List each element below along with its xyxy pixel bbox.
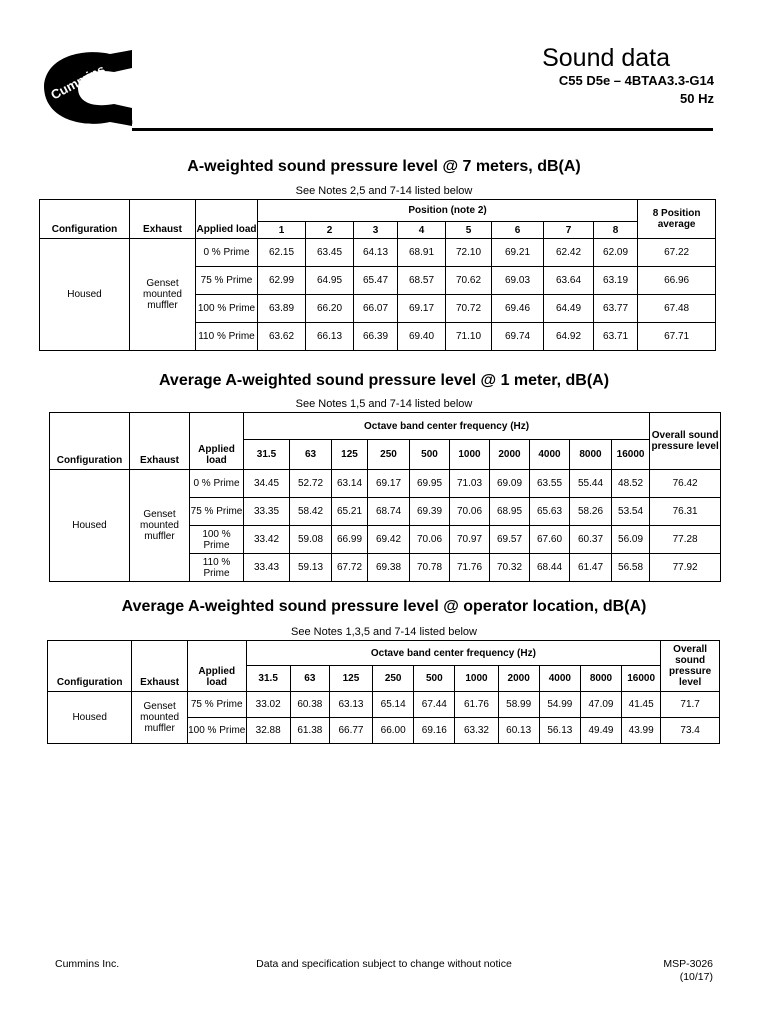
value-cell: 64.95 (306, 267, 354, 295)
value-cell: 68.95 (490, 498, 530, 526)
summary-cell: 67.22 (638, 239, 716, 267)
col-header-value: 125 (332, 440, 368, 470)
col-header-value: 6 (492, 222, 544, 239)
summary-cell: 66.96 (638, 267, 716, 295)
page-title: Sound data (542, 44, 670, 72)
value-cell: 69.38 (368, 554, 410, 582)
col-header-group: Octave band center frequency (Hz) (246, 641, 661, 666)
value-cell: 69.42 (368, 526, 410, 554)
col-header-configuration: Configuration (48, 641, 132, 692)
sound-table-7m (39, 199, 716, 351)
value-cell: 60.37 (570, 526, 612, 554)
col-header-value: 31.5 (246, 666, 290, 692)
col-header-exhaust: Exhaust (132, 641, 188, 692)
col-header-applied-load: Applied load (187, 641, 246, 692)
value-cell: 69.21 (492, 239, 544, 267)
col-header-value: 5 (446, 222, 492, 239)
col-header-value: 2 (306, 222, 354, 239)
value-cell: 65.47 (354, 267, 398, 295)
value-cell: 64.92 (544, 323, 594, 351)
col-header-value: 16000 (612, 440, 650, 470)
col-header-group: Position (note 2) (258, 200, 638, 222)
value-cell: 66.07 (354, 295, 398, 323)
col-header-value: 2000 (490, 440, 530, 470)
value-cell: 62.42 (544, 239, 594, 267)
col-header-summary: 8 Position average (638, 200, 716, 239)
load-cell: 0 % Prime (190, 470, 244, 498)
header-row (48, 641, 720, 666)
load-cell: 100 % Prime (196, 295, 258, 323)
load-cell: 0 % Prime (196, 239, 258, 267)
value-cell: 53.54 (612, 498, 650, 526)
header-row (50, 413, 721, 440)
value-cell: 66.99 (332, 526, 368, 554)
value-cell: 70.06 (410, 526, 450, 554)
value-cell: 69.17 (368, 470, 410, 498)
value-cell: 65.63 (530, 498, 570, 526)
header-divider (132, 128, 713, 131)
value-cell: 52.72 (290, 470, 332, 498)
value-cell: 71.76 (450, 554, 490, 582)
model-label: C55 D5e – 4BTAA3.3-G14 (558, 73, 714, 88)
value-cell: 32.88 (246, 718, 290, 744)
col-header-value: 63 (290, 666, 329, 692)
value-cell: 33.42 (244, 526, 290, 554)
value-cell: 63.13 (329, 692, 372, 718)
value-cell: 69.39 (410, 498, 450, 526)
value-cell: 70.06 (450, 498, 490, 526)
sound-table-operator (47, 640, 720, 744)
load-cell: 110 % Prime (190, 554, 244, 582)
value-cell: 71.10 (446, 323, 492, 351)
col-header-value: 7 (544, 222, 594, 239)
value-cell: 54.99 (539, 692, 580, 718)
configuration-cell: Housed (48, 692, 132, 744)
value-cell: 62.99 (258, 267, 306, 295)
value-cell: 70.78 (410, 554, 450, 582)
value-cell: 56.13 (539, 718, 580, 744)
value-cell: 70.32 (490, 554, 530, 582)
exhaust-cell: Genset mounted muffler (130, 239, 196, 351)
svg-text:®: ® (129, 120, 133, 126)
col-header-value: 500 (414, 666, 455, 692)
value-cell: 69.95 (410, 470, 450, 498)
summary-cell: 77.28 (650, 526, 721, 554)
col-header-value: 8000 (570, 440, 612, 470)
col-header-value: 31.5 (244, 440, 290, 470)
exhaust-cell: Genset mounted muffler (132, 692, 188, 744)
value-cell: 33.02 (246, 692, 290, 718)
value-cell: 72.10 (446, 239, 492, 267)
value-cell: 65.21 (332, 498, 368, 526)
value-cell: 60.13 (498, 718, 539, 744)
col-header-configuration: Configuration (40, 200, 130, 239)
col-header-value: 4000 (539, 666, 580, 692)
footer-disclaimer: Data and specification subject to change without notice (256, 958, 512, 970)
col-header-value: 4 (398, 222, 446, 239)
value-cell: 70.62 (446, 267, 492, 295)
value-cell: 63.19 (594, 267, 638, 295)
load-cell: 75 % Prime (196, 267, 258, 295)
col-header-exhaust: Exhaust (130, 200, 196, 239)
load-cell: 75 % Prime (187, 692, 246, 718)
value-cell: 59.08 (290, 526, 332, 554)
value-cell: 34.45 (244, 470, 290, 498)
summary-cell: 77.92 (650, 554, 721, 582)
table2-title: Average A-weighted sound pressure level @ 1 meter, dB(A) (158, 372, 610, 389)
value-cell: 56.09 (612, 526, 650, 554)
col-header-group: Octave band center frequency (Hz) (244, 413, 650, 440)
value-cell: 33.43 (244, 554, 290, 582)
summary-cell: 76.42 (650, 470, 721, 498)
summary-cell: 76.31 (650, 498, 721, 526)
value-cell: 69.74 (492, 323, 544, 351)
value-cell: 63.45 (306, 239, 354, 267)
table-row (40, 239, 716, 267)
col-header-value: 125 (329, 666, 372, 692)
value-cell: 67.60 (530, 526, 570, 554)
doc-number: MSP-3026 (663, 958, 713, 970)
table-row (48, 692, 720, 718)
table1-note: See Notes 2,5 and 7-14 listed below (295, 185, 473, 197)
configuration-cell: Housed (50, 470, 130, 582)
col-header-value: 4000 (530, 440, 570, 470)
value-cell: 66.20 (306, 295, 354, 323)
load-cell: 100 % Prime (190, 526, 244, 554)
value-cell: 61.76 (455, 692, 498, 718)
summary-cell: 71.7 (661, 692, 720, 718)
value-cell: 63.55 (530, 470, 570, 498)
col-header-value: 1000 (450, 440, 490, 470)
cummins-logo (40, 46, 136, 128)
value-cell: 63.64 (544, 267, 594, 295)
load-cell: 100 % Prime (187, 718, 246, 744)
value-cell: 66.77 (329, 718, 372, 744)
table3-title: Average A-weighted sound pressure level @ operator location, dB(A) (121, 598, 647, 615)
value-cell: 63.32 (455, 718, 498, 744)
svg-text:Cummins: Cummins (48, 61, 108, 103)
col-header-value: 250 (368, 440, 410, 470)
value-cell: 49.49 (580, 718, 621, 744)
value-cell: 68.91 (398, 239, 446, 267)
value-cell: 62.15 (258, 239, 306, 267)
table1-title: A-weighted sound pressure level @ 7 meters, dB(A) (187, 158, 581, 175)
value-cell: 66.39 (354, 323, 398, 351)
col-header-value: 8000 (580, 666, 621, 692)
col-header-value: 16000 (622, 666, 661, 692)
exhaust-cell: Genset mounted muffler (130, 470, 190, 582)
col-header-applied-load: Applied load (190, 413, 244, 470)
footer-docnumber (663, 958, 713, 984)
value-cell: 65.14 (373, 692, 414, 718)
value-cell: 59.13 (290, 554, 332, 582)
col-header-summary: Overall sound pressure level (661, 641, 720, 692)
value-cell: 69.57 (490, 526, 530, 554)
value-cell: 60.38 (290, 692, 329, 718)
col-header-value: 250 (373, 666, 414, 692)
value-cell: 70.97 (450, 526, 490, 554)
col-header-configuration: Configuration (50, 413, 130, 470)
value-cell: 55.44 (570, 470, 612, 498)
value-cell: 69.40 (398, 323, 446, 351)
value-cell: 58.42 (290, 498, 332, 526)
value-cell: 33.35 (244, 498, 290, 526)
table2-note: See Notes 1,5 and 7-14 listed below (295, 398, 473, 410)
table-row (50, 470, 721, 498)
value-cell: 66.13 (306, 323, 354, 351)
value-cell: 43.99 (622, 718, 661, 744)
value-cell: 56.58 (612, 554, 650, 582)
header-row (40, 200, 716, 222)
value-cell: 71.03 (450, 470, 490, 498)
summary-cell: 67.48 (638, 295, 716, 323)
value-cell: 61.38 (290, 718, 329, 744)
load-cell: 110 % Prime (196, 323, 258, 351)
footer-company: Cummins Inc. (55, 958, 120, 970)
value-cell: 64.49 (544, 295, 594, 323)
value-cell: 68.74 (368, 498, 410, 526)
load-cell: 75 % Prime (190, 498, 244, 526)
doc-revision: (10/17) (679, 971, 713, 983)
value-cell: 61.47 (570, 554, 612, 582)
value-cell: 70.72 (446, 295, 492, 323)
value-cell: 67.72 (332, 554, 368, 582)
value-cell: 67.44 (414, 692, 455, 718)
col-header-value: 63 (290, 440, 332, 470)
value-cell: 58.26 (570, 498, 612, 526)
configuration-cell: Housed (40, 239, 130, 351)
value-cell: 63.14 (332, 470, 368, 498)
value-cell: 66.00 (373, 718, 414, 744)
value-cell: 69.03 (492, 267, 544, 295)
value-cell: 41.45 (622, 692, 661, 718)
value-cell: 63.89 (258, 295, 306, 323)
value-cell: 63.77 (594, 295, 638, 323)
value-cell: 47.09 (580, 692, 621, 718)
col-header-value: 8 (594, 222, 638, 239)
value-cell: 69.17 (398, 295, 446, 323)
col-header-value: 3 (354, 222, 398, 239)
col-header-value: 2000 (498, 666, 539, 692)
value-cell: 63.71 (594, 323, 638, 351)
col-header-value: 1000 (455, 666, 498, 692)
summary-cell: 73.4 (661, 718, 720, 744)
value-cell: 64.13 (354, 239, 398, 267)
sound-table-1m (49, 412, 721, 582)
col-header-value: 1 (258, 222, 306, 239)
value-cell: 69.09 (490, 470, 530, 498)
col-header-summary: Overall sound pressure level (650, 413, 721, 470)
value-cell: 63.62 (258, 323, 306, 351)
table3-note: See Notes 1,3,5 and 7-14 listed below (291, 626, 477, 638)
col-header-value: 500 (410, 440, 450, 470)
frequency-label: 50 Hz (680, 91, 714, 106)
value-cell: 69.46 (492, 295, 544, 323)
value-cell: 48.52 (612, 470, 650, 498)
value-cell: 68.44 (530, 554, 570, 582)
col-header-applied-load: Applied load (196, 200, 258, 239)
value-cell: 69.16 (414, 718, 455, 744)
summary-cell: 67.71 (638, 323, 716, 351)
col-header-exhaust: Exhaust (130, 413, 190, 470)
value-cell: 62.09 (594, 239, 638, 267)
value-cell: 58.99 (498, 692, 539, 718)
value-cell: 68.57 (398, 267, 446, 295)
